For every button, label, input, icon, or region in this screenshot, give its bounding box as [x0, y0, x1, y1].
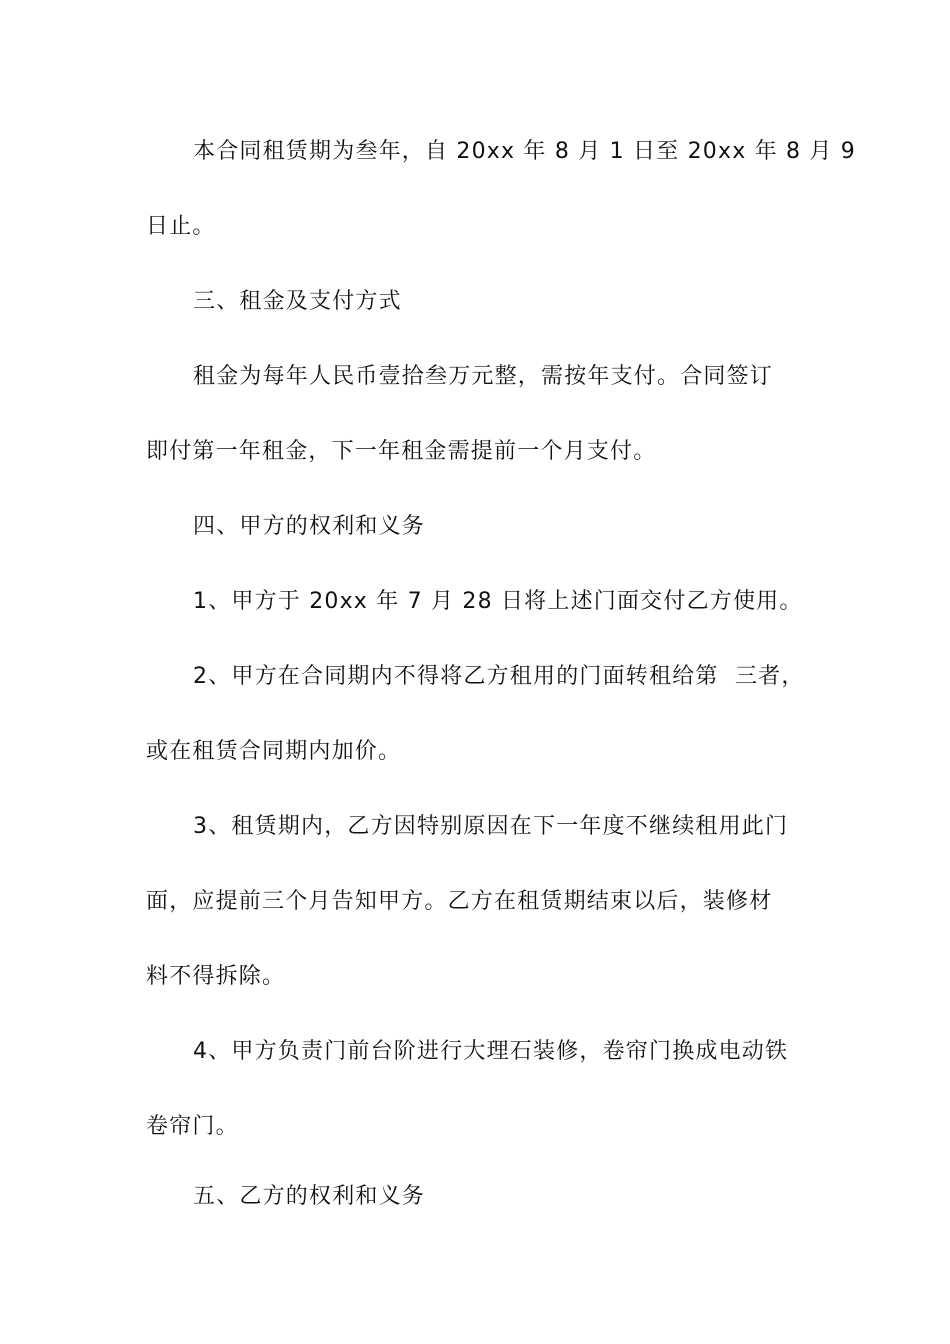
section-heading-party-b-rights: 五、乙方的权利和义务: [193, 1184, 426, 1209]
paragraph-lease-term-line-1: 本合同租赁期为叁年，自 20xx 年 8 月 1 日至 20xx 年 8 月 9: [193, 139, 856, 164]
paragraph-rent-line-2: 即付第一年租金，下一年租金需提前一个月支付。: [146, 439, 657, 464]
section-heading-party-a-rights: 四、甲方的权利和义务: [193, 514, 426, 539]
clause-a-4-line-1: 4、甲方负责门前台阶进行大理石装修，卷帘门换成电动铁: [193, 1039, 789, 1064]
section-heading-rent-payment: 三、租金及支付方式: [193, 289, 402, 314]
clause-a-2-line-1: 2、甲方在合同期内不得将乙方租用的门面转租给第 三者，: [193, 664, 805, 689]
clause-a-3-line-3: 料不得拆除。: [146, 964, 286, 989]
paragraph-lease-term-line-2: 日止。: [146, 214, 216, 239]
clause-a-4-line-2: 卷帘门。: [146, 1114, 239, 1139]
clause-a-1: 1、甲方于 20xx 年 7 月 28 日将上述门面交付乙方使用。: [193, 589, 803, 614]
clause-a-3-line-1: 3、租赁期内，乙方因特别原因在下一年度不继续租用此门: [193, 814, 789, 839]
clause-a-2-line-2: 或在租赁合同期内加价。: [146, 739, 402, 764]
clause-a-3-line-2: 面，应提前三个月告知甲方。乙方在租赁期结束以后，装修材: [146, 889, 773, 914]
paragraph-rent-line-1: 租金为每年人民币壹拾叁万元整，需按年支付。合同签订: [193, 364, 774, 389]
